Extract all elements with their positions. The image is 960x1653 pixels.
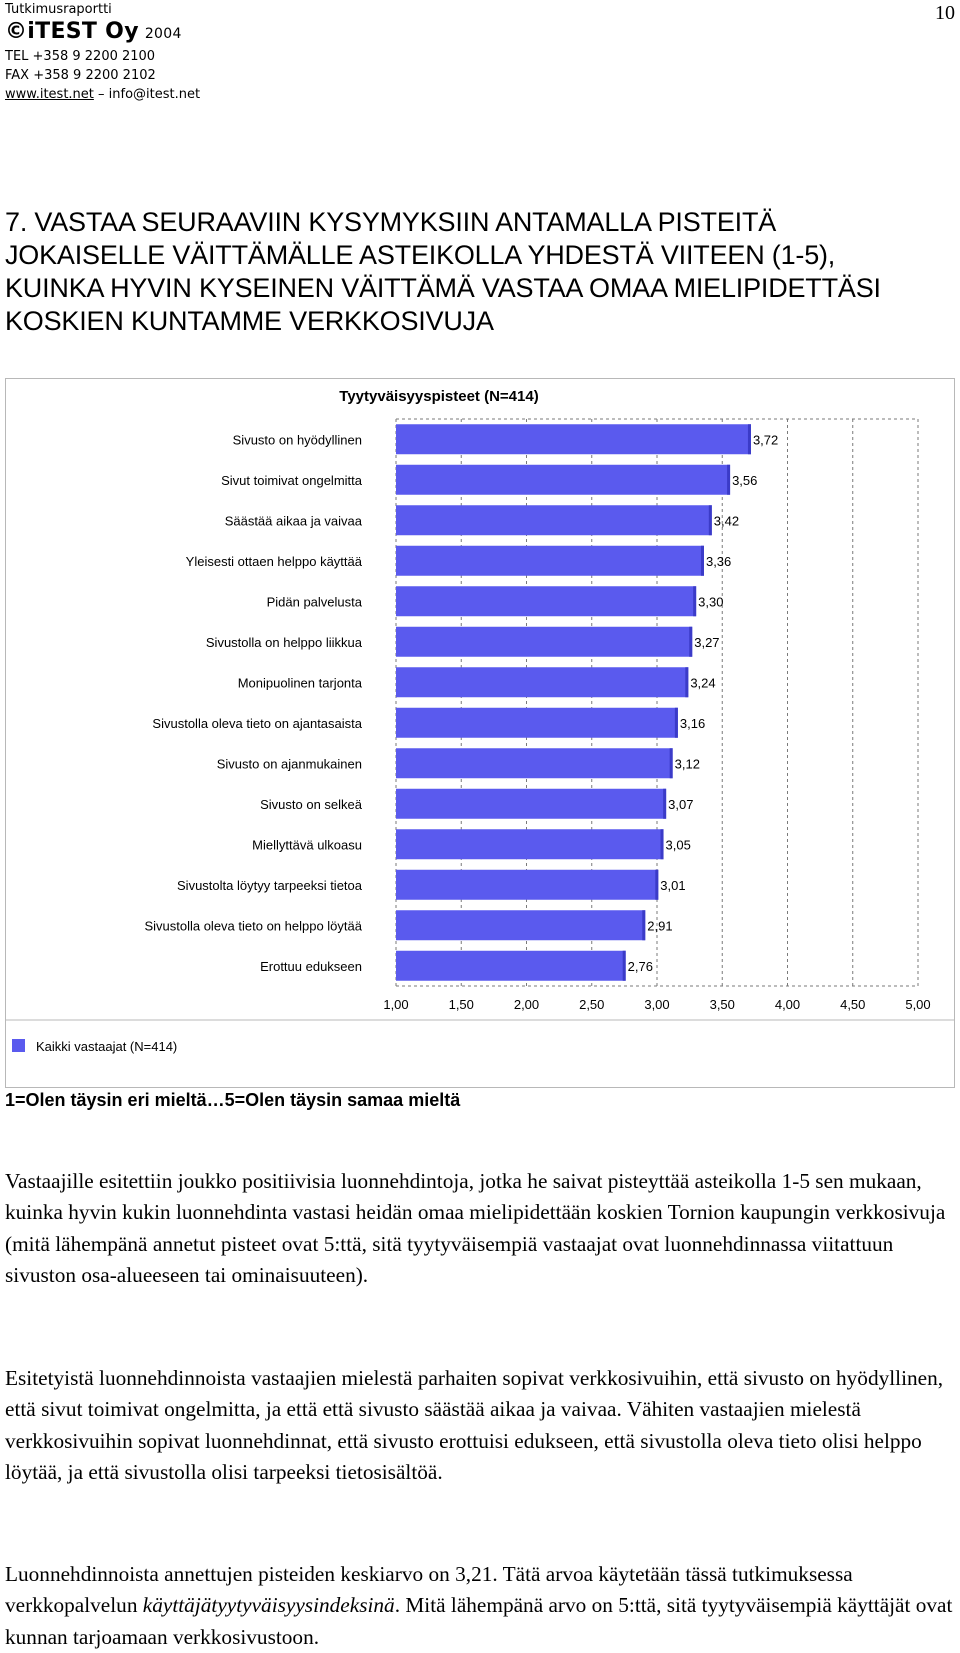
bar-value-label: 2,91 [647,918,673,934]
bar-edge [675,708,678,738]
x-tick-label: 2,00 [513,997,540,1012]
contact-line [5,85,200,104]
bar-value-label: 3,30 [698,594,724,610]
paragraph-2: Esitetyistä luonnehdinnoista vastaajien mielestä parhaiten sopivat verkkosivuihin, että sivusto on hyödyllinen, että sivut toimivat ongelmitta, ja että että sivusto säästää aikaa ja vaivaa. Vähiten vastaajien mielestä verkkosivuihin sopivat luonnehdinnat, että sivusto erottuisi edukseen, että sivustolla oleva tieto olisi helppo löytää, ja että sivustolla olisi tarpeeksi tietosisältöä. [5,1366,944,1484]
legend-swatch [12,1039,25,1052]
bar-value-label: 3,07 [668,796,694,812]
section-heading: 7. VASTAA SEURAAVIIN KYSYMYKSIIN ANTAMALLA PISTEITÄ JOKAISELLE VÄITTÄMÄLLE ASTEIKOLLA YHDESTÄ VIITEEN (1-5), KUINKA HYVIN KYSEINEN VÄITTÄMÄ VASTAA OMAA MIELIPIDETTÄSI KOSKIEN KUNTAMME VERKKOSIVUJA [5,207,881,336]
page-number: 10 [935,2,955,24]
bar-value-label: 3,72 [752,432,779,448]
bar [396,586,696,616]
bar [396,546,704,576]
bar-value-label: 3,42 [713,513,740,529]
company-name [5,19,200,47]
bar [396,505,712,535]
category-label: Yleisesti ottaen helppo käyttää [185,553,362,569]
bar-value-label: 3,05 [665,837,691,853]
website-link[interactable]: www.itest.net [5,87,94,102]
x-tick-label: 1,50 [448,997,474,1012]
bar [396,627,692,657]
bar [396,465,730,495]
bar-value-label: 2,76 [627,958,653,974]
chart-title: Tyytyväisyyspisteet (N=414) [339,388,539,405]
bar [396,829,664,859]
chart-frame [5,378,955,1088]
x-tick-label: 5,00 [905,997,931,1012]
chart-grid [396,419,918,986]
bar-edge [689,627,692,657]
bar [396,748,673,778]
bar [396,667,688,697]
bar-edge [685,667,688,697]
bar [396,789,666,819]
x-tick-label: 2,50 [579,997,605,1012]
index-term: käyttäjätyytyväisyysindeksinä [142,1593,395,1618]
bar [396,951,626,981]
x-tick-label: 4,00 [774,997,801,1012]
bar-edge [748,424,751,454]
category-label: Sivusto on selkeä [260,796,362,812]
category-label: Sivut toimivat ongelmitta [221,472,362,488]
bar-chart [6,379,954,1087]
report-header [5,0,200,104]
bar-value-label: 3,56 [732,472,758,488]
bar-edge [642,910,645,940]
category-label: Sivusto on hyödyllinen [232,432,362,448]
bar [396,424,751,454]
bar-value-label: 3,12 [674,756,700,772]
bar [396,708,678,738]
bar-value-label: 3,24 [690,675,716,691]
contact-separator: – [98,87,105,102]
chart-bars [396,424,751,981]
bar-edge [693,586,696,616]
category-label: Pidän palvelusta [266,594,362,610]
bar [396,910,645,940]
x-tick-label: 3,50 [709,997,735,1012]
bar-edge [670,748,673,778]
bar-edge [701,546,704,576]
bar-edge [727,465,730,495]
doc-type: Tutkimusraportti [5,2,112,17]
bar-value-label: 3,01 [660,877,686,893]
company-label: ©iTEST Oy [5,19,139,44]
bar-edge [709,505,712,535]
chart-legend [6,1020,954,1054]
category-label: Monipuolinen tarjonta [237,675,362,691]
category-label: Säästää aikaa ja vaivaa [224,513,362,529]
bar-edge [623,951,626,981]
email-link[interactable]: info@itest.net [108,87,201,102]
x-tick-label: 1,00 [383,997,409,1012]
report-year: 2004 [144,26,182,42]
x-tick-label: 3,00 [644,997,670,1012]
bar-value-label: 3,36 [705,553,732,569]
bar-value-label: 3,27 [694,634,720,650]
category-label: Erottuu edukseen [260,958,362,974]
scale-note: 1=Olen täysin eri mieltä…5=Olen täysin samaa mieltä [5,1090,461,1110]
bar-value-label: 3,16 [679,715,706,731]
fax: FAX +358 9 2200 2102 [5,68,156,83]
category-label: Sivustolla on helppo liikkua [205,634,362,650]
bar-edge [655,870,658,900]
paragraph-3-end: . Mitä lähempänä arvo on 5:ttä, sitä tyytyväisempiä käyttäjät ovat kunnan tarjoamaan verkkosivustoon. [5,1593,953,1649]
phone: TEL +358 9 2200 2100 [5,49,156,64]
category-label: Sivusto on ajanmukainen [216,756,362,772]
x-tick-label: 4,50 [840,997,866,1012]
category-label: Sivustolla oleva tieto on helppo löytää [144,918,362,934]
bar-edge [663,789,666,819]
bar-edge [661,829,664,859]
category-label: Miellyttävä ulkoasu [252,837,362,853]
category-label: Sivustolta löytyy tarpeeksi tietoa [177,877,362,893]
paragraph-1: Vastaajille esitettiin joukko positiivisia luonnehdintoja, jotka he saivat pisteyttää asteikolla 1-5 sen mukaan, kuinka hyvin kukin luonnehdinta vastasi heidän omaa mielipidettään koskien Tornion kaupungin verkkosivuja (mitä lähempänä annetut pisteet ovat 5:ttä, sitä tyytyväisempiä vastaajat ovat luonnehdinnassa viitattuun sivuston osa-alueeseen tai ominaisuuteen). [5,1169,946,1287]
bar [396,870,658,900]
legend-label: Kaikki vastaajat (N=414) [36,1039,178,1054]
paragraph-3-start: Luonnehdinnoista annettujen pisteiden keskiarvo on 3,21. Tätä arvoa käytetään tässä tutkimuksessa verkkopalvelun [5,1562,853,1618]
category-label: Sivustolla oleva tieto on ajantasaista [152,715,362,731]
